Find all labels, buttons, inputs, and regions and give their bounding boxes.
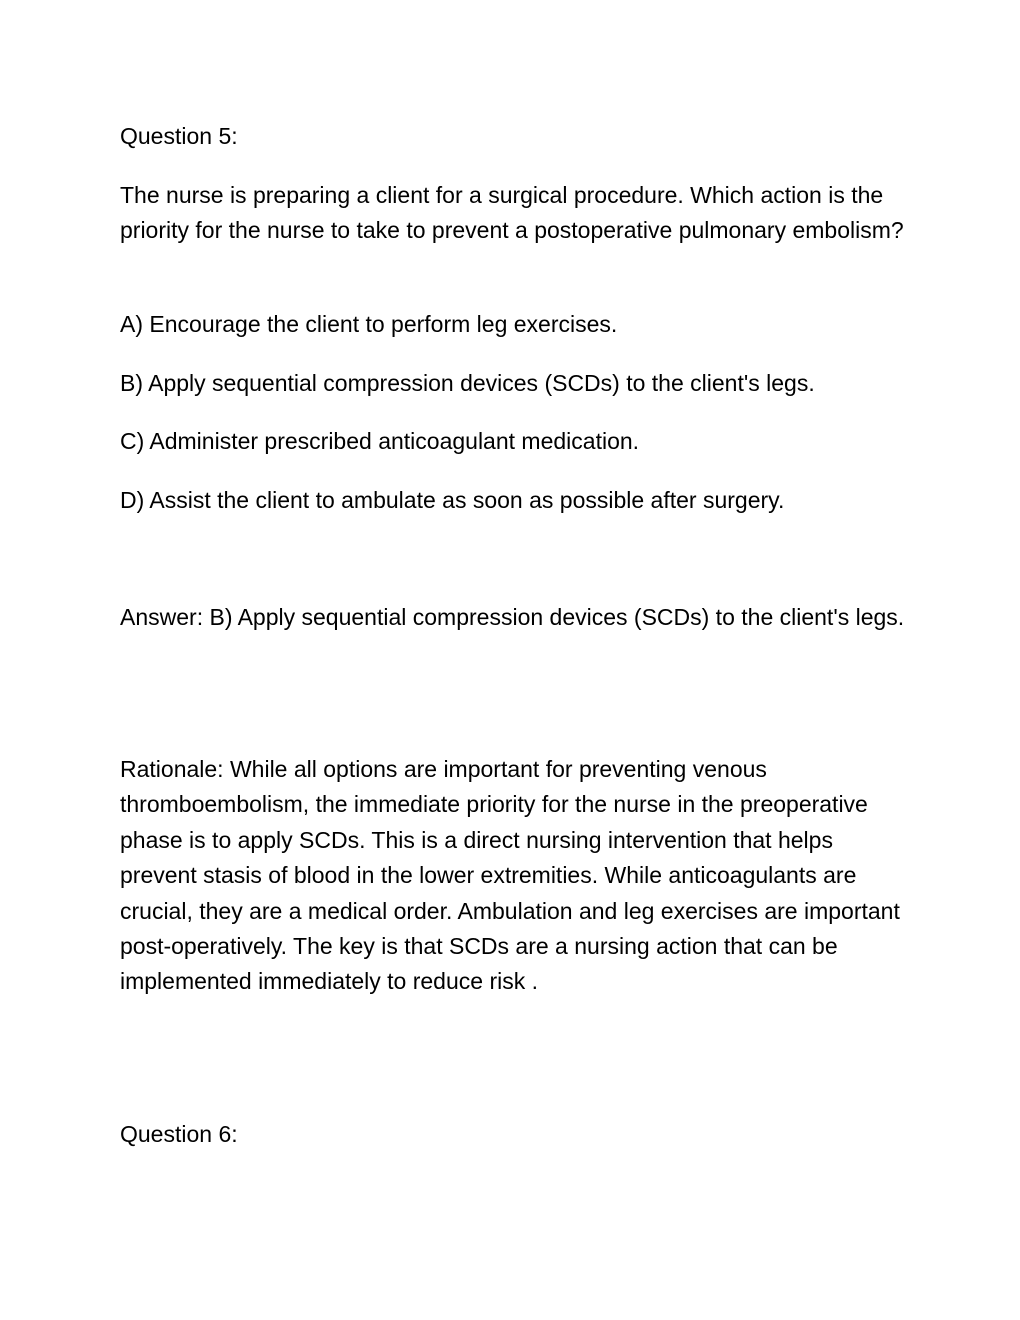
question-6-heading: Question 6:	[120, 1121, 238, 1147]
option-a: A) Encourage the client to perform leg exercises.	[120, 311, 618, 337]
option-b: B) Apply sequential compression devices (SCDs) to the client's legs.	[120, 370, 815, 396]
option-d: D) Assist the client to ambulate as soon as possible after surgery.	[120, 487, 785, 513]
question-5-stem: The nurse is preparing a client for a surgical procedure. Which action is the priority for the nurse to take to prevent a postoperative pulmonary embolism?	[120, 182, 904, 244]
question-5-heading: Question 5:	[120, 123, 238, 149]
answer-text: Answer: B) Apply sequential compression devices (SCDs) to the client's legs.	[120, 604, 905, 630]
option-c: C) Administer prescribed anticoagulant medication.	[120, 428, 640, 454]
rationale-text: Rationale: While all options are important for preventing venous thromboembolism, the immediate priority for the nurse in the preoperative phase is to apply SCDs. This is a direct nursing intervention that helps prevent stasis of blood in the lower extremities. While anticoagulants are crucial, they are a medical order. Ambulation and leg exercises are important post-operatively. The key is that SCDs are a nursing action that can be implemented immediately to reduce risk .	[120, 756, 900, 995]
